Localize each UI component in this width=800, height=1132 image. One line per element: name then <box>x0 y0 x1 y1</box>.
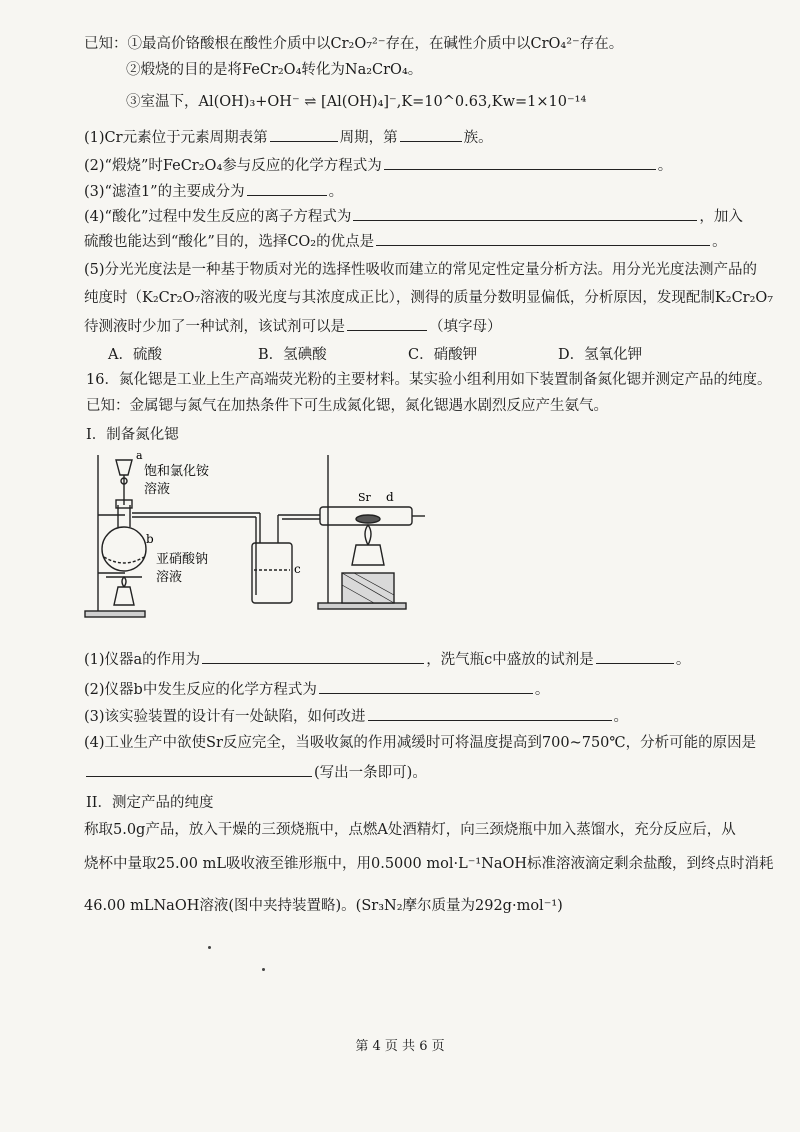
q4-text-c: 硫酸也能达到“酸化”目的，选择CO₂的优点是 <box>84 234 375 250</box>
label-nano2-line2: 溶液 <box>156 570 183 585</box>
known-3: ③室温下，Al(OH)₃+OH⁻ ⇌ [Al(OH)₄]⁻,K=10^0.63,Kw=1×10⁻¹⁴ <box>126 94 587 110</box>
section-1-heading: I．制备氮化锶 <box>86 427 179 443</box>
q2-end: 。 <box>657 158 673 174</box>
label-nano2-line1: 亚硝酸钠 <box>156 552 209 567</box>
known-1-text: ①最高价铬酸根在酸性介质中以Cr₂O₇²⁻存在，在碱性介质中以CrO₄²⁻存在。 <box>127 36 624 52</box>
known-prefix: 已知： <box>84 36 128 52</box>
s1-text-b: ，洗气瓶c中盛放的试剂是 <box>426 652 594 668</box>
label-nh4cl-line1: 饱和氯化铵 <box>144 464 210 479</box>
left-stand-base <box>85 611 145 617</box>
q1-blank-1[interactable] <box>270 126 338 142</box>
problem-16-known: 已知：金属锶与氮气在加热条件下可生成氮化锶，氮化锶遇水剧烈反应产生氨气。 <box>86 398 608 414</box>
q5-line-2: 纯度时（K₂Cr₂O₇溶液的吸光度与其浓度成正比），测得的质量分数明显偏低，分析原因，发现配制K₂Cr₂O₇ <box>84 290 774 306</box>
burner-a <box>114 587 134 605</box>
q5-options <box>108 343 708 364</box>
label-nh4cl-line2: 溶液 <box>144 482 171 497</box>
known-2: ②煅烧的目的是将FeCr₂O₄转化为Na₂CrO₄。 <box>126 62 423 78</box>
label-sr: Sr <box>358 491 371 504</box>
q4-line-2 <box>84 230 774 252</box>
label-c: c <box>294 562 301 576</box>
wash-bottle-c <box>252 543 292 603</box>
q1-text-c: 族。 <box>463 130 493 146</box>
s2 <box>84 678 774 700</box>
s1-blank-2[interactable] <box>596 648 674 664</box>
q4-text-a: (4)“酸化”过程中发生反应的离子方程式为 <box>84 209 352 225</box>
measure-line-2: 烧杯中量取25.00 mL吸收液至锥形瓶中，用0.5000 mol·L⁻¹NaOH标准溶液滴定剩余盐酸，到终点时消耗 <box>84 856 774 872</box>
s1-text-a: (1)仪器a的作用为 <box>84 652 201 668</box>
q1 <box>84 126 774 148</box>
page-footer: 第 4 页 共 6 页 <box>355 1039 445 1054</box>
q4-blank-1[interactable] <box>353 205 697 221</box>
s1-end: 。 <box>675 652 691 668</box>
s2-text: (2)仪器b中发生反应的化学方程式为 <box>84 682 317 698</box>
measure-line-1: 称取5.0g产品，放入干燥的三颈烧瓶中，点燃A处酒精灯，向三颈烧瓶中加入蒸馏水，充分反应后，从 <box>84 822 736 838</box>
q3 <box>84 180 774 202</box>
q3-text: (3)“滤渣1”的主要成分为 <box>84 184 245 200</box>
q2 <box>84 154 774 176</box>
s3-end: 。 <box>613 709 629 725</box>
s2-end: 。 <box>534 682 550 698</box>
right-stand-base <box>318 603 406 609</box>
q4-line-1 <box>84 205 774 227</box>
option-a[interactable]: A．硫酸 <box>108 347 162 363</box>
label-b: b <box>146 532 154 546</box>
q5-text-c: 待测液时少加了一种试剂，该试剂可以是 <box>84 319 345 335</box>
problem-16-intro: 16．氮化锶是工业上生产高端荧光粉的主要材料。某实验小组利用如下装置制备氮化锶并测定产品的纯度。 <box>86 372 772 388</box>
q2-blank[interactable] <box>384 154 656 170</box>
measure-line-3: 46.00 mLNaOH溶液(图中夹持装置略)。(Sr₃N₂摩尔质量为292g·mol⁻¹) <box>84 898 563 914</box>
option-b[interactable]: B．氢碘酸 <box>258 347 327 363</box>
label-d: d <box>386 490 394 504</box>
label-a: a <box>136 449 143 462</box>
q2-text: (2)“煅烧”时FeCr₂O₄参与反应的化学方程式为 <box>84 158 382 174</box>
q4-blank-2[interactable] <box>376 230 710 246</box>
q4-text-b: ，加入 <box>699 209 743 225</box>
q3-end: 。 <box>328 184 344 200</box>
s4-line-2 <box>84 761 774 783</box>
q4-end: 。 <box>712 234 727 250</box>
q1-text-a: (1)Cr元素位于元素周期表第 <box>84 130 268 146</box>
option-d[interactable]: D．氢氧化钾 <box>558 347 643 363</box>
s1-blank-1[interactable] <box>202 648 424 664</box>
s3-text: (3)该实验装置的设计有一处缺陷，如何改进 <box>84 709 366 725</box>
q5-line-1: (5)分光光度法是一种基于物质对光的选择性吸收而建立的常见定性定量分析方法。用分光光度法测产品的 <box>84 262 758 278</box>
known-1 <box>84 34 774 54</box>
sr-sample <box>356 515 380 523</box>
q5-blank[interactable] <box>347 315 427 331</box>
s1 <box>84 648 774 670</box>
s4-line-1 <box>84 733 774 753</box>
q1-blank-2[interactable] <box>400 126 462 142</box>
section-2-heading: II．测定产品的纯度 <box>86 795 214 811</box>
q1-text-b: 周期，第 <box>339 130 398 146</box>
funnel-a <box>116 460 132 475</box>
q3-blank[interactable] <box>247 180 327 196</box>
speck <box>262 968 265 971</box>
apparatus-diagram <box>80 445 440 625</box>
q5-line-3 <box>84 315 774 337</box>
s4-text-a: (4)工业生产中欲使Sr反应完全，当吸收氮的作用减缓时可将温度提高到700~750℃，分析可能的原因是 <box>84 735 757 751</box>
q5-text-d: （填字母） <box>429 319 502 335</box>
s3 <box>84 705 774 727</box>
s4-text-b: (写出一条即可)。 <box>314 765 427 781</box>
speck <box>208 946 211 949</box>
s2-blank[interactable] <box>319 678 533 694</box>
option-c[interactable]: C．硝酸钾 <box>408 347 478 363</box>
alcohol-lamp <box>352 545 384 565</box>
s4-blank[interactable] <box>86 761 312 777</box>
s3-blank[interactable] <box>368 705 612 721</box>
flask-b <box>102 527 146 571</box>
